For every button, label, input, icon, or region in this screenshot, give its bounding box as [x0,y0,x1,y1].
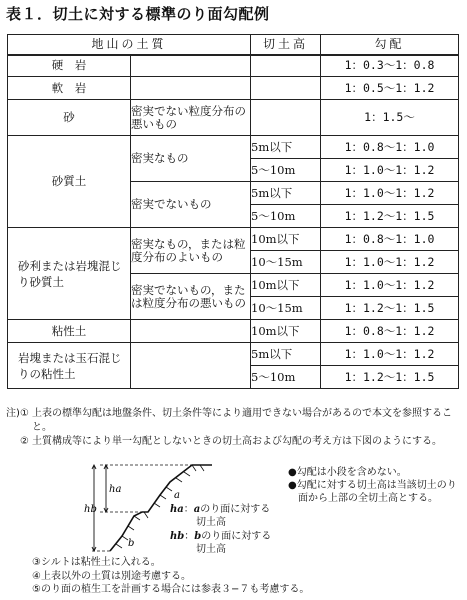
height-value: 5〜10m [251,159,321,182]
slope-value: 1：1.2〜1：1.5 [321,297,459,320]
soil-soft-rock: 軟 岩 [8,77,131,100]
slope-value: 1：0.3〜1：0.8 [321,55,459,77]
note-2 [6,435,461,449]
header-soil: 地山の土質 [8,35,251,55]
note-number: ① [20,408,29,419]
label-ha: ha [109,484,122,495]
soil-boulder-clay: 岩塊または玉石混じりの粘性土 [8,343,131,389]
legend-symbol: a [193,504,201,515]
page-title: 表１．切土に対する標準のり面勾配例 [6,5,270,23]
empty-cell [131,55,251,77]
height-value: 5〜10m [251,366,321,389]
figure-bullets [288,466,463,505]
slope-value: 1：0.8〜1：1.0 [321,136,459,159]
notes-prefix: 注) [6,408,20,419]
legend-separator: ： [183,504,194,515]
slope-value: 1：0.8〜1：1.2 [321,320,459,343]
condition-text: 密実なもの，または粒度分布のよいもの [131,228,251,274]
legend-text: のり面に対する [201,531,272,542]
height-value: 5〜10m [251,205,321,228]
note-text: のり面の植生工を計画する場合には参表３−７も考慮する。 [40,584,310,595]
slope-value: 1：1.0〜1：1.2 [321,182,459,205]
legend-ha [170,503,270,529]
slope-table [7,34,459,389]
height-value: 10m以下 [251,228,321,251]
header-height: 切土高 [251,35,321,55]
legend-symbol: hb [170,531,185,542]
height-value: 5m以下 [251,182,321,205]
note-number: ⑤ [32,584,41,595]
legend-symbol: b [194,531,202,542]
soil-hard-rock: 硬 岩 [8,55,131,77]
slope-value: 1：1.2〜1：1.5 [321,205,459,228]
condition-text: 密実でないもの，または粒度分布の悪いもの [131,274,251,320]
empty-cell [251,77,321,100]
condition-text: 密実なもの [131,136,251,182]
empty-cell [251,55,321,77]
bullet-item: ●勾配に対する切土高は当該切土のり面から上部の全切土高とする。 [288,480,457,504]
note-number: ④ [32,570,41,582]
notes-bottom [32,556,309,597]
height-value: 10〜15m [251,251,321,274]
empty-cell [131,343,251,389]
note-number: ③ [32,557,41,568]
legend-text: 切土高 [196,544,226,555]
label-hb: hb [84,504,97,515]
slope-value: 1：1.0〜1：1.2 [321,343,459,366]
note-3 [32,556,309,570]
slope-value: 1：1.5〜 [321,100,459,136]
legend-text: のり面に対する [200,504,271,515]
slope-value: 1：0.8〜1：1.0 [321,228,459,251]
note-text: 上表の標準勾配は地盤条件、切土条件等により適用できない場合があるので本文を参照すること。 [32,408,452,433]
note-text: 上表以外の土質は別途考慮する。 [40,570,191,582]
slope-value: 1：1.0〜1：1.2 [321,274,459,297]
legend-hb [170,530,271,556]
condition-text: 密実でない粒度分布の悪いもの [131,100,251,136]
slope-value: 1：1.0〜1：1.2 [321,159,459,182]
empty-cell [251,100,321,136]
soil-clay: 粘性土 [8,320,131,343]
empty-cell [131,320,251,343]
slope-value: 1：1.2〜1：1.5 [321,366,459,389]
slope-value: 1：0.5〜1：1.2 [321,77,459,100]
bullet-item: ●勾配は小段を含めない。 [288,467,407,478]
legend-separator: ： [184,531,195,542]
note-4 [32,570,309,584]
note-5 [32,583,309,597]
legend-symbol: ha [170,504,184,515]
label-a: a [174,490,180,501]
slope-value: 1：1.0〜1：1.2 [321,251,459,274]
note-number: ② [20,436,29,447]
legend-text: 切土高 [196,517,226,528]
empty-cell [131,77,251,100]
label-b: b [128,538,135,549]
soil-sand: 砂 [8,100,131,136]
height-value: 10m以下 [251,320,321,343]
height-value: 10〜15m [251,297,321,320]
note-1 [6,407,461,434]
note-text: シルトは粘性土に入れる。 [40,557,161,568]
soil-gravel: 砂利または岩塊混じり砂質土 [8,228,131,320]
note-text: 土質構成等により単一勾配としないときの切土高および勾配の考え方は下図のようにする。 [32,436,442,447]
soil-sandy: 砂質土 [8,136,131,228]
height-value: 10m以下 [251,274,321,297]
notes [6,407,461,449]
height-value: 5m以下 [251,343,321,366]
height-value: 5m以下 [251,136,321,159]
header-slope: 勾配 [321,35,459,55]
condition-text: 密実でないもの [131,182,251,228]
